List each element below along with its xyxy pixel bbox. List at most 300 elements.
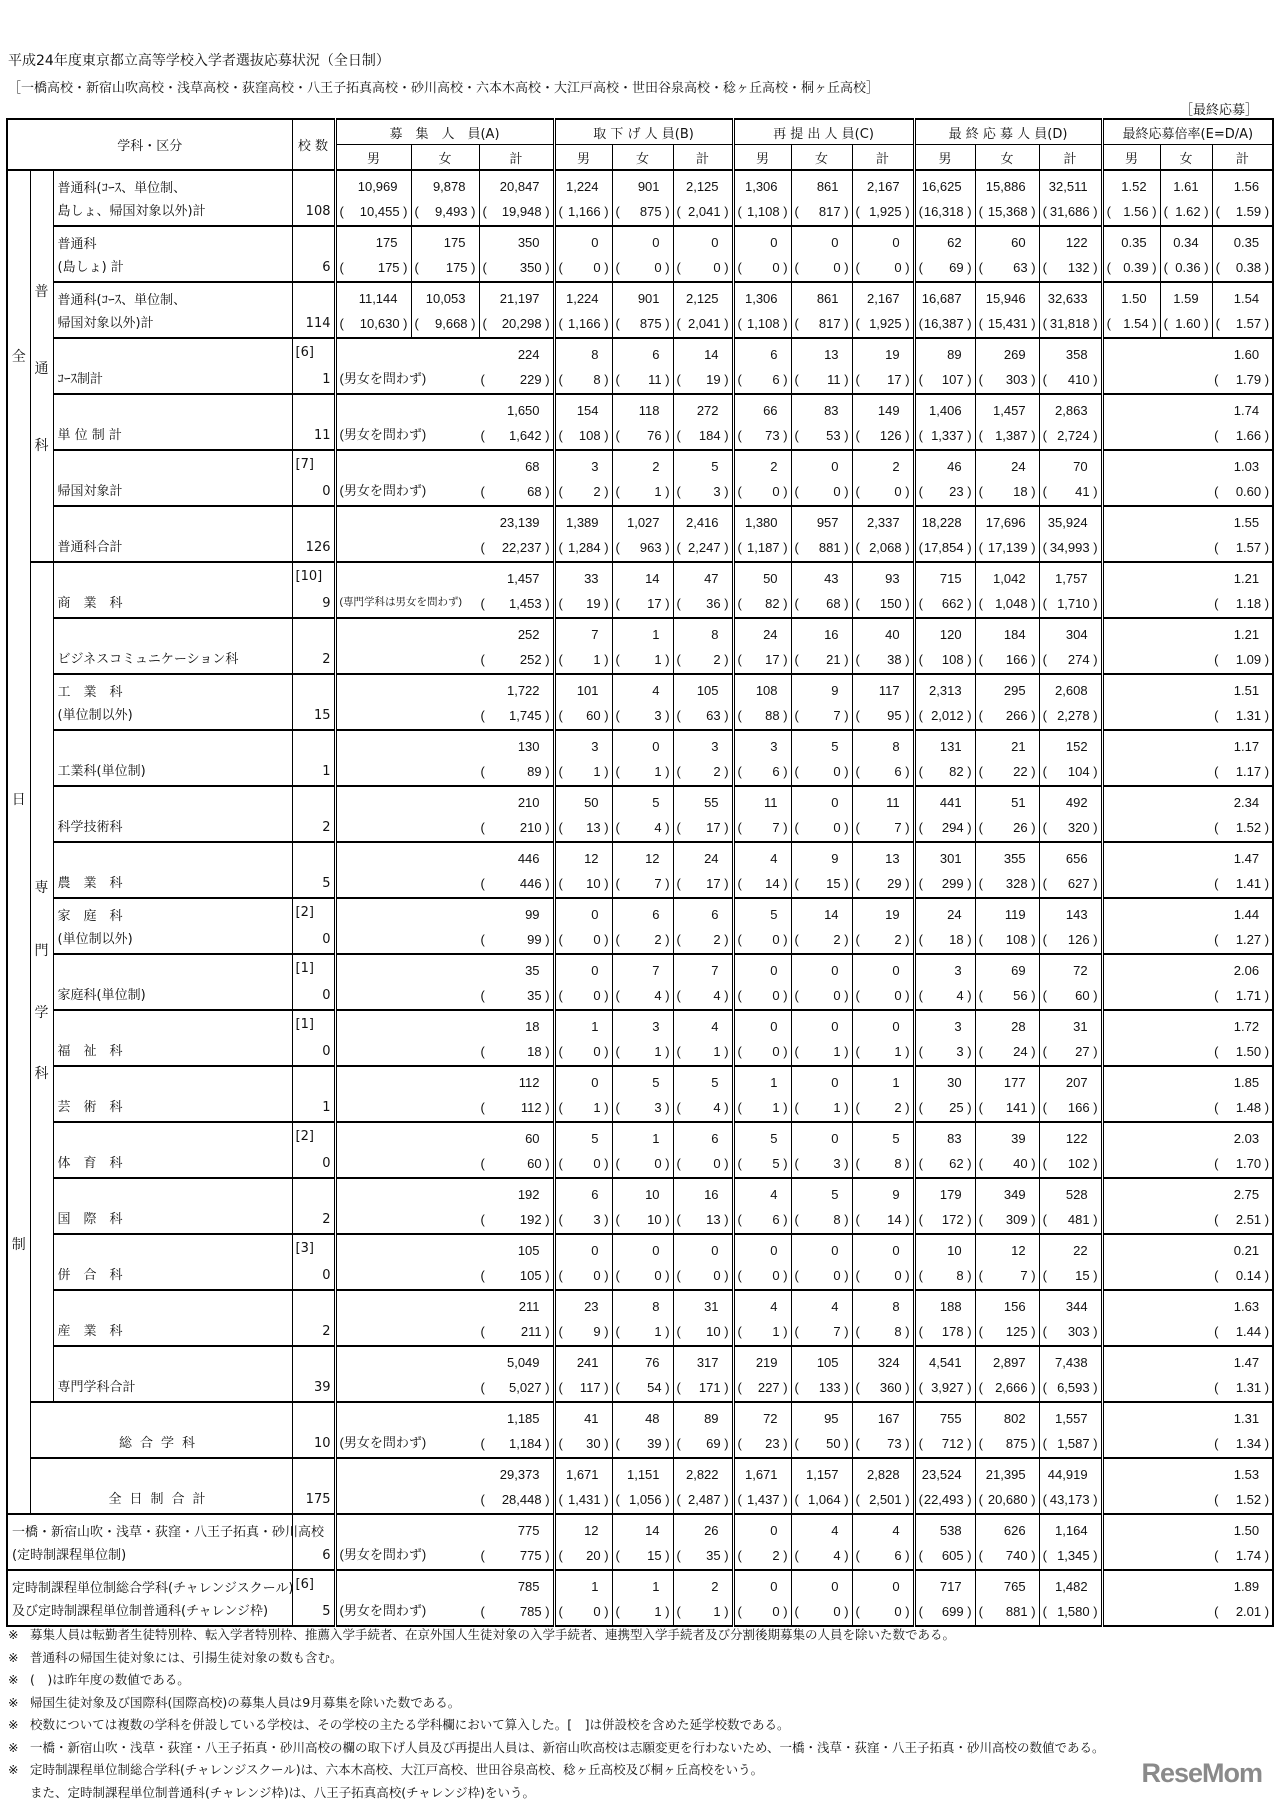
current-value: 1 bbox=[770, 1075, 778, 1090]
current-value: 177 bbox=[1003, 1075, 1026, 1090]
recruit-total-merged bbox=[335, 338, 554, 394]
current-value: 211 bbox=[518, 1299, 540, 1314]
current-value: 1,406 bbox=[929, 403, 962, 418]
previous-year-value: ( 1 ) bbox=[795, 1100, 849, 1115]
combined-school-count: [6] bbox=[295, 345, 314, 360]
previous-year-value: ( 1,437 ) bbox=[738, 1492, 788, 1507]
previous-year-value: ( 43,173 ) bbox=[1043, 1492, 1098, 1507]
ratio-total-merged bbox=[1102, 450, 1273, 506]
previous-year-value: ( 1.74 ) bbox=[1214, 1548, 1269, 1563]
d-male bbox=[914, 954, 975, 1010]
current-value: 66 bbox=[763, 403, 778, 418]
b-male bbox=[554, 170, 612, 226]
current-value: 1.51 bbox=[1233, 683, 1260, 698]
previous-year-value: ( 17,854 ) bbox=[919, 540, 972, 555]
recruit-total-merged bbox=[335, 730, 554, 786]
previous-year-value: ( 0 ) bbox=[559, 1044, 609, 1059]
d-total bbox=[1039, 1570, 1102, 1626]
previous-year-value: ( 60 ) bbox=[481, 1156, 550, 1171]
current-value: 2.03 bbox=[1233, 1131, 1260, 1146]
previous-year-value: ( 99 ) bbox=[481, 932, 550, 947]
current-value: 1,457 bbox=[993, 403, 1026, 418]
recruit-total-merged bbox=[335, 618, 554, 674]
school-count-value: 9 bbox=[322, 596, 331, 611]
current-value: 33 bbox=[584, 571, 599, 586]
current-value: 21,197 bbox=[499, 291, 540, 306]
recruit-total-merged bbox=[335, 1570, 554, 1626]
table-row bbox=[7, 618, 1273, 674]
previous-year-value: ( 1,345 ) bbox=[1043, 1548, 1098, 1563]
table-row bbox=[7, 674, 1273, 730]
previous-year-value: ( 0 ) bbox=[856, 1604, 910, 1619]
footnote-text: ( )は昨年度の数値である。 bbox=[30, 1672, 190, 1687]
current-value: 8 bbox=[892, 739, 900, 754]
previous-year-value: ( 1.71 ) bbox=[1214, 988, 1269, 1003]
current-value: 1 bbox=[591, 1579, 599, 1594]
current-value: 68 bbox=[525, 459, 540, 474]
combined-school-count: [2] bbox=[295, 1129, 314, 1144]
current-value: 2,337 bbox=[867, 515, 900, 530]
school-count bbox=[292, 954, 335, 1010]
current-value: 0.35 bbox=[1121, 235, 1147, 250]
previous-year-value: ( 40 ) bbox=[979, 1156, 1036, 1171]
current-value: 15,946 bbox=[985, 291, 1026, 306]
previous-year-value: ( 360 ) bbox=[856, 1380, 910, 1395]
current-value: 0 bbox=[652, 739, 660, 754]
c-female bbox=[791, 1010, 852, 1066]
school-count bbox=[292, 1290, 335, 1346]
c-total bbox=[852, 394, 914, 450]
note-mark: ※ bbox=[8, 1739, 19, 1755]
previous-year-value: ( 2 ) bbox=[677, 652, 729, 667]
d-total bbox=[1039, 898, 1102, 954]
previous-year-value: ( 3 ) bbox=[677, 484, 729, 499]
previous-year-value: ( 1.54 ) bbox=[1107, 316, 1157, 331]
footnote-text: 定時制課程単位制総合学科(チャレンジスクール)は、六本木高校、大江戸高校、世田谷泉高校、稔ヶ丘高校及び桐ヶ丘高校をいう。 bbox=[30, 1762, 764, 1777]
c-total bbox=[852, 1402, 914, 1458]
combined-school-count: [1] bbox=[295, 1017, 314, 1032]
b-female bbox=[612, 1290, 673, 1346]
current-value: 76 bbox=[645, 1355, 660, 1370]
previous-year-value: ( 1.70 ) bbox=[1214, 1156, 1269, 1171]
previous-year-value: ( 266 ) bbox=[979, 708, 1036, 723]
previous-year-value: ( 0.38 ) bbox=[1216, 260, 1270, 275]
previous-year-value: ( 1 ) bbox=[616, 1604, 670, 1619]
previous-year-value: ( 22 ) bbox=[979, 764, 1036, 779]
current-value: 0 bbox=[892, 1019, 900, 1034]
previous-year-value: ( 0 ) bbox=[559, 1156, 609, 1171]
current-value: 1.55 bbox=[1233, 515, 1260, 530]
previous-year-value: ( 1.44 ) bbox=[1214, 1324, 1269, 1339]
current-value: 765 bbox=[1003, 1579, 1026, 1594]
d-female bbox=[975, 786, 1039, 842]
d-total bbox=[1039, 1010, 1102, 1066]
current-value: 0 bbox=[831, 235, 839, 250]
school-count bbox=[292, 506, 335, 562]
previous-year-value: ( 875 ) bbox=[979, 1436, 1036, 1451]
label-line-2: 産 業 科 bbox=[57, 1324, 123, 1339]
d-male bbox=[914, 618, 975, 674]
current-value: 72 bbox=[1073, 963, 1088, 978]
current-value: 16,625 bbox=[921, 179, 962, 194]
row-label bbox=[7, 1570, 292, 1626]
current-value: 785 bbox=[517, 1579, 540, 1594]
c-male bbox=[733, 842, 791, 898]
current-value: 30 bbox=[947, 1075, 962, 1090]
header-e-total: 計 bbox=[1212, 145, 1273, 171]
current-value: 21 bbox=[1011, 739, 1026, 754]
school-count-value: 175 bbox=[305, 1492, 331, 1507]
combined-school-count: [2] bbox=[295, 905, 314, 920]
row-label bbox=[53, 618, 292, 674]
d-total bbox=[1039, 730, 1102, 786]
table-row bbox=[7, 786, 1273, 842]
previous-year-value: ( 0.36 ) bbox=[1164, 260, 1209, 275]
current-value: 175 bbox=[375, 235, 398, 250]
application-status-table bbox=[6, 118, 1274, 1627]
previous-year-value: ( 2 ) bbox=[677, 932, 729, 947]
b-male bbox=[554, 954, 612, 1010]
current-value: 93 bbox=[885, 571, 900, 586]
c-male bbox=[733, 450, 791, 506]
label-line-2: 単 位 制 計 bbox=[57, 428, 122, 443]
current-value: 1,027 bbox=[626, 515, 660, 530]
footnote bbox=[8, 1624, 1105, 1647]
table-row bbox=[7, 1570, 1273, 1626]
header-b-female: 女 bbox=[612, 145, 673, 171]
previous-year-value: ( 1,108 ) bbox=[738, 204, 788, 219]
school-count-value: 11 bbox=[313, 428, 331, 443]
current-value: 3 bbox=[591, 459, 599, 474]
previous-year-value: ( 0.60 ) bbox=[1214, 484, 1269, 499]
current-value: 4 bbox=[770, 851, 778, 866]
previous-year-value: ( 1,048 ) bbox=[979, 596, 1036, 611]
previous-year-value: ( 4 ) bbox=[919, 988, 972, 1003]
school-count bbox=[292, 1514, 335, 1570]
current-value: 1.17 bbox=[1233, 739, 1260, 754]
c-female bbox=[791, 506, 852, 562]
current-value: 51 bbox=[1011, 795, 1026, 810]
previous-year-value: ( 662 ) bbox=[919, 596, 972, 611]
b-total bbox=[673, 1402, 733, 1458]
current-value: 2,167 bbox=[867, 291, 900, 306]
current-value: 149 bbox=[877, 403, 900, 418]
previous-year-value: ( 1,925 ) bbox=[856, 316, 910, 331]
previous-year-value: ( 82 ) bbox=[919, 764, 972, 779]
current-value: 0 bbox=[831, 1243, 839, 1258]
previous-year-value: ( 8 ) bbox=[919, 1268, 972, 1283]
group-char: 全 bbox=[11, 349, 26, 365]
ratio-total-merged bbox=[1102, 1402, 1273, 1458]
d-male bbox=[914, 450, 975, 506]
c-female bbox=[791, 1570, 852, 1626]
previous-year-value: ( 1.31 ) bbox=[1214, 1380, 1269, 1395]
previous-year-value: ( 50 ) bbox=[795, 1436, 849, 1451]
previous-year-value: ( 108 ) bbox=[979, 932, 1036, 947]
current-value: 1,722 bbox=[506, 683, 540, 698]
current-value: 861 bbox=[816, 291, 839, 306]
b-total bbox=[673, 1010, 733, 1066]
label-line-2: 芸 術 科 bbox=[57, 1100, 123, 1115]
b-total bbox=[673, 1570, 733, 1626]
group-senmon bbox=[30, 562, 53, 1402]
previous-year-value: ( 68 ) bbox=[481, 484, 550, 499]
header-a-female: 女 bbox=[411, 145, 479, 171]
previous-year-value: ( 126 ) bbox=[1043, 932, 1098, 947]
c-total bbox=[852, 1178, 914, 1234]
current-value: 4 bbox=[711, 1019, 719, 1034]
current-value: 1,224 bbox=[565, 179, 599, 194]
row-label bbox=[53, 338, 292, 394]
ratio-male bbox=[1102, 282, 1160, 338]
previous-year-value: ( 2,666 ) bbox=[979, 1380, 1036, 1395]
d-total bbox=[1039, 338, 1102, 394]
b-female bbox=[612, 1402, 673, 1458]
previous-year-value: ( 1 ) bbox=[616, 484, 670, 499]
current-value: 3 bbox=[954, 963, 962, 978]
b-female bbox=[612, 954, 673, 1010]
c-total bbox=[852, 1234, 914, 1290]
gender-note: (男女を問わず) bbox=[339, 1435, 427, 1450]
previous-year-value: ( 171 ) bbox=[677, 1380, 729, 1395]
b-male bbox=[554, 842, 612, 898]
previous-year-value: ( 1 ) bbox=[559, 1100, 609, 1115]
current-value: 1,164 bbox=[1055, 1523, 1088, 1538]
d-male bbox=[914, 1010, 975, 1066]
previous-year-value: ( 132 ) bbox=[1043, 260, 1098, 275]
recruit-total-merged bbox=[335, 842, 554, 898]
d-female bbox=[975, 1570, 1039, 1626]
current-value: 0 bbox=[831, 1019, 839, 1034]
c-female bbox=[791, 170, 852, 226]
school-count bbox=[292, 898, 335, 954]
group-char: 制 bbox=[11, 1237, 26, 1253]
current-value: 41 bbox=[584, 1411, 599, 1426]
current-value: 4 bbox=[770, 1187, 778, 1202]
current-value: 152 bbox=[1065, 739, 1088, 754]
header-c-total: 計 bbox=[852, 145, 914, 171]
c-female bbox=[791, 618, 852, 674]
current-value: 2,416 bbox=[685, 515, 719, 530]
previous-year-value: ( 875 ) bbox=[616, 204, 670, 219]
current-value: 2 bbox=[892, 459, 900, 474]
current-value: 1,306 bbox=[744, 179, 778, 194]
header-a-male: 男 bbox=[335, 145, 411, 171]
group-char: 科 bbox=[34, 438, 49, 454]
d-total bbox=[1039, 786, 1102, 842]
previous-year-value: ( 320 ) bbox=[1043, 820, 1098, 835]
b-total bbox=[673, 282, 733, 338]
current-value: 16 bbox=[704, 1187, 719, 1202]
current-value: 12 bbox=[1011, 1243, 1026, 1258]
previous-year-value: ( 1 ) bbox=[616, 1324, 670, 1339]
d-total bbox=[1039, 226, 1102, 282]
row-label bbox=[30, 1458, 292, 1514]
previous-year-value: ( 19 ) bbox=[559, 596, 609, 611]
page-title: 平成24年度東京都立高等学校入学者選抜応募状況（全日制） bbox=[8, 53, 390, 69]
c-female bbox=[791, 338, 852, 394]
current-value: 350 bbox=[517, 235, 540, 250]
d-total bbox=[1039, 1234, 1102, 1290]
c-female bbox=[791, 898, 852, 954]
previous-year-value: ( 29 ) bbox=[856, 876, 910, 891]
d-male bbox=[914, 1290, 975, 1346]
d-male bbox=[914, 1346, 975, 1402]
current-value: 32,511 bbox=[1048, 179, 1088, 194]
school-count bbox=[292, 562, 335, 618]
current-value: 1.54 bbox=[1233, 291, 1260, 306]
current-value: 219 bbox=[755, 1355, 778, 1370]
current-value: 1.59 bbox=[1173, 291, 1199, 306]
previous-year-value: ( 0 ) bbox=[677, 1156, 729, 1171]
current-value: 192 bbox=[517, 1187, 540, 1202]
label-line-2: (定時制課程単位制) bbox=[12, 1548, 127, 1563]
previous-year-value: ( 1,184 ) bbox=[481, 1436, 550, 1451]
current-value: 2.06 bbox=[1233, 963, 1260, 978]
current-value: 5 bbox=[770, 1131, 778, 1146]
c-female bbox=[791, 226, 852, 282]
current-value: 207 bbox=[1065, 1075, 1088, 1090]
footnotes bbox=[8, 1624, 1105, 1804]
footnote bbox=[8, 1714, 1105, 1737]
current-value: 24 bbox=[763, 627, 778, 642]
previous-year-value: ( 0.39 ) bbox=[1107, 260, 1157, 275]
school-count bbox=[292, 170, 335, 226]
ratio-total bbox=[1212, 170, 1273, 226]
row-label bbox=[7, 1514, 325, 1570]
previous-year-value: ( 34,993 ) bbox=[1043, 540, 1098, 555]
previous-year-value: ( 1.48 ) bbox=[1214, 1100, 1269, 1115]
footnote-text: 帰国生徒対象及び国際科(国際高校)の募集人員は9月募集を除いた数である。 bbox=[30, 1694, 461, 1710]
b-total bbox=[673, 226, 733, 282]
table-row bbox=[7, 1010, 1273, 1066]
row-label bbox=[53, 1010, 292, 1066]
previous-year-value: ( 1 ) bbox=[616, 764, 670, 779]
b-total bbox=[673, 170, 733, 226]
current-value: 210 bbox=[517, 795, 540, 810]
current-value: 0 bbox=[770, 1523, 778, 1538]
current-value: 1,224 bbox=[565, 291, 599, 306]
ratio-female bbox=[1160, 170, 1212, 226]
c-male bbox=[733, 898, 791, 954]
b-total bbox=[673, 898, 733, 954]
c-female bbox=[791, 450, 852, 506]
current-value: 12 bbox=[584, 1523, 599, 1538]
current-value: 2,167 bbox=[867, 179, 900, 194]
school-count-value: 0 bbox=[322, 988, 331, 1003]
label-line-1: 普通科 bbox=[57, 237, 97, 252]
current-value: 0 bbox=[591, 1243, 599, 1258]
previous-year-value: ( 1,710 ) bbox=[1043, 596, 1098, 611]
current-value: 32,633 bbox=[1047, 291, 1088, 306]
current-value: 3 bbox=[591, 739, 599, 754]
row-label bbox=[53, 730, 292, 786]
previous-year-value: ( 7 ) bbox=[795, 708, 849, 723]
current-value: 1,671 bbox=[744, 1467, 778, 1482]
current-value: 7,438 bbox=[1055, 1355, 1088, 1370]
previous-year-value: ( 1.27 ) bbox=[1214, 932, 1269, 947]
previous-year-value: ( 3 ) bbox=[616, 1100, 670, 1115]
ratio-total-merged bbox=[1102, 1346, 1273, 1402]
previous-year-value: ( 1.52 ) bbox=[1214, 820, 1269, 835]
previous-year-value: ( 35 ) bbox=[481, 988, 550, 1003]
recruit-total-merged bbox=[335, 562, 554, 618]
c-male bbox=[733, 1178, 791, 1234]
previous-year-value: ( 16,318 ) bbox=[919, 204, 972, 219]
header-final-ratio-e: 最終応募倍率(E=D/A) bbox=[1102, 119, 1273, 145]
d-male bbox=[914, 338, 975, 394]
previous-year-value: ( 817 ) bbox=[795, 204, 849, 219]
previous-year-value: ( 26 ) bbox=[979, 820, 1036, 835]
label-line-2: 工業科(単位制) bbox=[57, 764, 146, 779]
previous-year-value: ( 36 ) bbox=[677, 596, 729, 611]
d-male bbox=[914, 730, 975, 786]
previous-year-value: ( 125 ) bbox=[979, 1324, 1036, 1339]
b-female bbox=[612, 786, 673, 842]
c-female bbox=[791, 1458, 852, 1514]
b-female bbox=[612, 1458, 673, 1514]
c-male bbox=[733, 170, 791, 226]
current-value: 70 bbox=[1073, 459, 1088, 474]
ratio-total-merged bbox=[1102, 1234, 1273, 1290]
recruit-total-merged bbox=[335, 1010, 554, 1066]
previous-year-value: ( 0 ) bbox=[738, 1044, 788, 1059]
previous-year-value: ( 39 ) bbox=[616, 1436, 670, 1451]
current-value: 2.75 bbox=[1233, 1187, 1260, 1202]
previous-year-value: ( 1.17 ) bbox=[1214, 764, 1269, 779]
footnote bbox=[8, 1737, 1105, 1760]
c-total bbox=[852, 282, 914, 338]
school-count bbox=[292, 282, 335, 338]
current-value: 0 bbox=[831, 1131, 839, 1146]
current-value: 1 bbox=[652, 627, 660, 642]
current-value: 957 bbox=[816, 515, 839, 530]
previous-year-value: ( 2 ) bbox=[738, 1548, 788, 1563]
current-value: 0 bbox=[591, 1075, 599, 1090]
school-count-value: 5 bbox=[322, 1604, 331, 1619]
footnote bbox=[8, 1692, 1105, 1715]
previous-year-value: ( 1 ) bbox=[677, 1044, 729, 1059]
previous-year-value: ( 0 ) bbox=[677, 1268, 729, 1283]
header-category: 学科・区分 bbox=[7, 119, 292, 170]
d-female bbox=[975, 618, 1039, 674]
c-male bbox=[733, 618, 791, 674]
school-count bbox=[292, 1066, 335, 1122]
current-value: 1.56 bbox=[1233, 179, 1260, 194]
current-value: 122 bbox=[1065, 235, 1088, 250]
current-value: 0 bbox=[711, 235, 719, 250]
label-line-2: 総合学科 bbox=[118, 1436, 203, 1451]
previous-year-value: ( 16,387 ) bbox=[919, 316, 972, 331]
b-female bbox=[612, 1346, 673, 1402]
b-total bbox=[673, 786, 733, 842]
current-value: 2,608 bbox=[1055, 683, 1088, 698]
current-value: 1 bbox=[591, 1019, 599, 1034]
recruit-total-merged bbox=[335, 1234, 554, 1290]
current-value: 6 bbox=[591, 1187, 599, 1202]
current-value: 13 bbox=[885, 851, 900, 866]
b-female bbox=[612, 282, 673, 338]
row-label bbox=[53, 1066, 292, 1122]
current-value: 1.72 bbox=[1233, 1019, 1260, 1034]
previous-year-value: ( 88 ) bbox=[738, 708, 788, 723]
previous-year-value: ( 25 ) bbox=[919, 1100, 972, 1115]
previous-year-value: ( 0 ) bbox=[738, 932, 788, 947]
previous-year-value: ( 17 ) bbox=[677, 876, 729, 891]
previous-year-value: ( 19 ) bbox=[677, 372, 729, 387]
previous-year-value: ( 2,487 ) bbox=[677, 1492, 729, 1507]
current-value: 4,541 bbox=[929, 1355, 962, 1370]
